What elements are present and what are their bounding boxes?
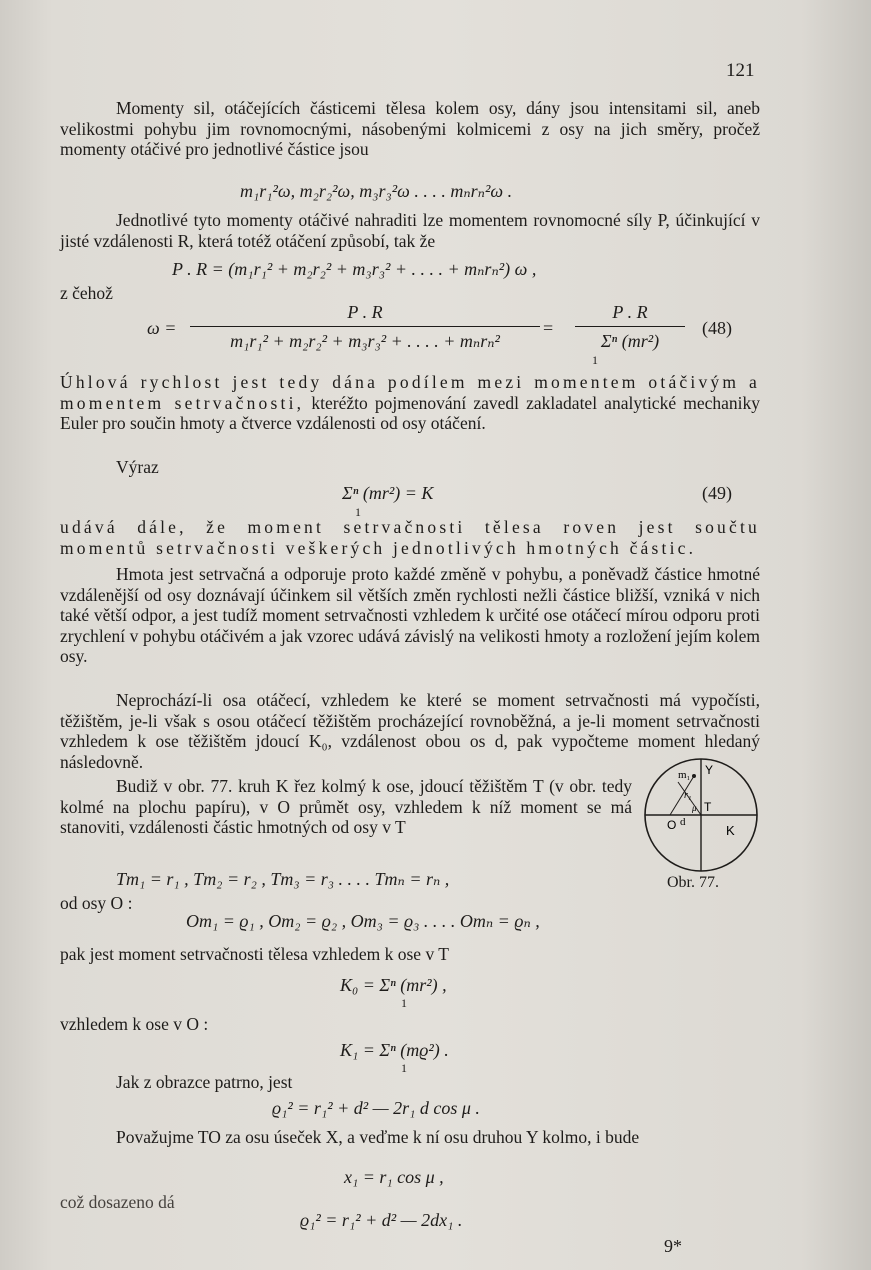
eq48-numerator-2: P . R [612,302,648,322]
equation-K1: K₁ = Σⁿ (mϱ²) . [340,1040,449,1060]
fig-label-mu: μ [692,803,697,813]
equation-O-distances: Om₁ = ϱ₁ , Om₂ = ϱ₂ , Om₃ = ϱ₃ . . . . Omₙ = ϱₙ , [186,911,540,931]
eq48-tag: (48) [702,318,732,338]
text-coz-dosazeno: což dosazeno dá [60,1192,175,1212]
eq48-equals: = [543,318,554,338]
text-od-osy: od osy O : [60,893,133,913]
paragraph-inertia-resistance: Hmota jest setrvačná a odporuje proto každé změně v pohybu, a poněvadž částice hmotné vzdálenější od osy doznávají účinkem sil větších změn rychlosti nežli částice bližší, vzniká v nich také větší odpor, a jest tudíž moment setrvačnosti vzhledem k určité ose otáčecí mírou odporu proti zrychlení v pohybu otáčivém a jak vzorec udává závislý na velikosti hmoty a rozložení jejím kolem osy. [60,564,760,666]
eqK1-sum-lower-index: 1 [401,1061,407,1075]
fig-label-O: O [667,818,677,832]
footer-signature-mark: 9* [664,1236,682,1256]
eq48-omega: ω = [147,318,177,338]
eq49-tag: (49) [702,483,732,503]
equation-x1: x₁ = r₁ cos μ , [344,1167,444,1187]
fig-label-d: d [680,816,686,828]
paragraph-moment-of-inertia-sum: udává dále, že moment setrvačnosti tělesa roven jest součtu momentů setrvačnosti veškerých jednotlivých hmotných částic. [60,517,760,558]
eq48-fraction-bar-1 [190,326,540,327]
eqK0-sum-lower-index: 1 [401,996,407,1010]
paragraph-moments: Momenty sil, otáčejících částicemi tělesa kolem osy, dány jsou intensitami sil, aneb velikostmi pohybu jim rovnomocnými, násobenými kolmicemi z osy na jich směry, pročež momenty otáčivé pro jednotlivé částice jsou [60,98,760,159]
eq49-sum-lower-index: 1 [355,505,361,519]
equation-49: Σⁿ (mr²) = K [342,483,434,503]
fig-label-K: K [726,823,735,838]
text-z-cehoz: z čehož [60,283,113,303]
fig-label-m1: m₁ [678,769,691,781]
eq48-fraction-bar-2 [575,326,685,327]
paragraph-axes: Považujme TO za osu úseček X, a veďme k ní osu druhou Y kolmo, i bude [116,1127,640,1147]
eq48-numerator-1: P . R [347,302,383,322]
equation-final: ϱ₁² = r₁² + d² — 2dx₁ . [300,1210,463,1230]
eq48-sum-lower-index: 1 [592,353,598,367]
paragraph-parallel-axis: Neprochází-li osa otáčecí, vzhledem ke které se moment setrvačnosti má vypočísti, těžištěm, je-li však s osou otáčecí těžištěm procházející rovnoběžná, a je-li moment setrvačnosti vzhledem k ose těžištěm jdoucí K₀, vzdálenost obou os d, pak vypočteme moment hledaný následovně. [60,690,760,772]
paragraph-equivalent-force: Jednotlivé tyto momenty otáčivé nahraditi lze momentem rovnomocné síly P, účinkující v jisté vzdálenosti R, která totéž otáčení způsobí, tak že [60,210,760,251]
paragraph-moment-T: pak jest moment setrvačnosti tělesa vzhledem k ose v T [60,944,449,964]
spaced-emphasis: Úhlová rychlost jest tedy dána podílem mezi momentem otáčivým a momentem setrvačnosti, [60,372,760,413]
paragraph-angular-velocity [60,372,760,434]
text-vzhledem-O: vzhledem k ose v O : [60,1014,209,1034]
eq48-denominator-1: m₁r₁² + m₂r₂² + m₃r₃² + . . . . + mₙrₙ² [230,331,500,351]
equation-K0: K₀ = Σⁿ (mr²) , [340,975,447,995]
figure-77-diagram [642,754,760,876]
page-number: 121 [726,60,755,81]
paragraph-figure-reference: Budiž v obr. 77. kruh K řez kolmý k ose, jdoucí těžištěm T (v obr. tedy kolmé na plochu papíru), v O průmět osy, vzhledem k níž moment se má stanoviti, vzdálenosti částic hmotných od osy v T [60,776,632,837]
fig-label-T: T [704,800,712,814]
text-jak-z-obrazce: Jak z obrazce patrno, jest [116,1072,293,1092]
equation-PR: P . R = (m₁r₁² + m₂r₂² + m₃r₃² + . . . . + mₙrₙ²) ω , [172,259,537,279]
figure-caption: Obr. 77. [667,874,719,891]
equation-rho: ϱ₁² = r₁² + d² — 2r₁ d cos μ . [272,1098,480,1118]
paragraph-angular-velocity-rest: kteréžto pojmenování zavedl zakladatel analytické mechaniky Euler pro součin hmoty a čtverce vzdálenosti od osy otáčení. [60,392,760,433]
text-vyraz: Výraz [116,457,159,477]
fig-label-Y: Y [705,763,714,777]
equation-moments: m₁r₁²ω, m₂r₂²ω, m₃r₃²ω . . . . mₙrₙ²ω . [240,181,513,201]
eq48-denominator-2: Σⁿ (mr²) [600,331,660,351]
fig-label-r1: r₁ [684,790,692,801]
equation-T-distances: Tm₁ = r₁ , Tm₂ = r₂ , Tm₃ = r₃ . . . . Tmₙ = rₙ , [116,869,450,889]
